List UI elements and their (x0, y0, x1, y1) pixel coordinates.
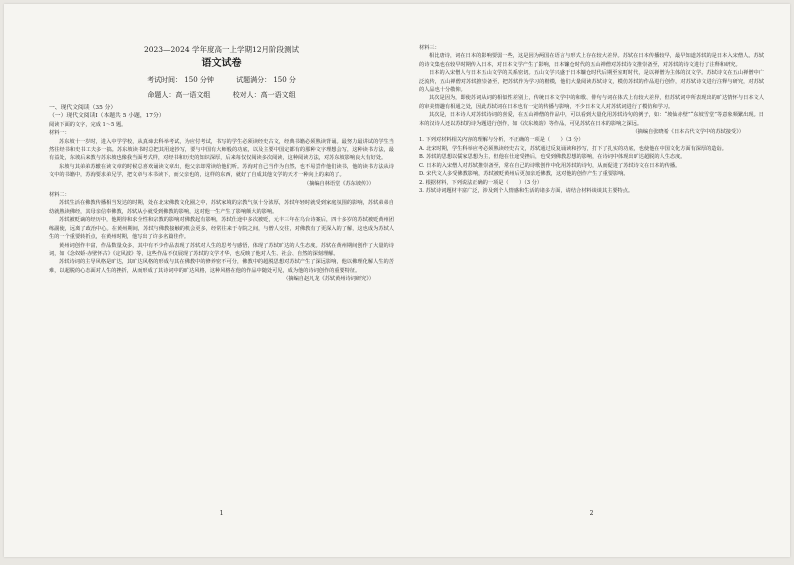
material-2-title: 材料二： (49, 192, 70, 199)
material-2-para-1: 苏轼生活在佛教传播相当发达的时期，处在北宋佛教文化圈之中，苏轼家境的宗教气氛十分浓厚，苏轼年轻时就受到家庭氛围的影响，苏轼弟弟自幼就熟读佛经，其母亲信奉佛教，苏轼从小就受到佛教的影响，这对他一生产生了影响颇大的影响。 (49, 200, 394, 215)
material-3-title: 材料三： (419, 45, 440, 51)
material-2-para-3: 黄州词创作丰富，作品数量众多，其中有不少作品表现了苏轼对人生的思考与感悟，体现了苏轼旷达的人生态度。苏轼在黄州期间创作了大量的诗词，如《念奴娇·赤壁怀古》《定风波》等，这些作品不仅展现了苏轼的文学才华，也反映了他对人生、社会、自然的深刻理解。 (49, 242, 394, 257)
subsection-heading: （一）现代文阅读Ⅰ（本题共 5 小题，17分） (49, 113, 165, 120)
material-1-para-1: 苏东坡十一岁时，进入中学学校，从真谛去科举考试，为应付考试，书写的学生必须读经史古文，经典书籍必须熟读背诵。最努力最讲试的学生当然往经书和史书工夫多一搞。苏东坡读书时总把其用途抄写，要与中国有大师般的功底，以及主要中国定都有的那种文字理想会写，这种读书方法，最有益处，东坡后来教与苏东坡也像我当面考式样，对经书和历史的知识深厚，后来每仅仅阅读多次阅读，这种阅读方法，对苏东坡影响良大有好处。 (49, 138, 394, 162)
material-3-citation: （摘编自张晓希《日本古代文学中的苏轼接受》） (632, 129, 744, 136)
page-number-right: 2 (589, 509, 594, 517)
question-1-option-b: B. 苏轼的思想以儒家思想为主，但他在仕途受挫后，也受到佛教思想的影响，在诗词中体现出旷达超脱的人生态度。 (419, 154, 686, 161)
instruction: 阅读下面的文字，完成 1～5 题。 (49, 121, 127, 128)
material-1-title: 材料一： (49, 130, 70, 137)
material-2-para-2: 苏轼被贬谪的经历中，他期待和求全性和宗教的影响对佛教起有影响，苏轼仕途中多次被贬，元丰三年在乌台诗案后，四十多岁的苏轼被贬黄州团练副使，远离了政治中心。在黄州期间，苏轼与佛教接触的机会更多，经常往来于寺院之间，与僧人交往，对佛教有了更深入的了解，这也成为苏轼人生的一个重要转折点，在黄州时期，他写出了许多名篇佳作。 (49, 217, 394, 241)
exam-title: 2023—2024 学年度高一上学期12月阶段测试 (143, 45, 300, 54)
material-3-para-1: 相比唐诗，词在日本的影响要弱一些，这是因为两国在语言与形式上存在较大差异。苏轼在日本传播较早，最早知道苏轼的是日本入宋僧人。苏轼的诗文集也在较早时期传入日本，对日本文学产生了影响，日本镰仓时代的五山禅僧对苏轼诗文推崇备至，对苏轼的诗文进行了注释和研究。 (419, 53, 764, 68)
exam-score: 试题满分： 150 分 (236, 76, 296, 84)
page-right (419, 44, 764, 517)
material-1-citation: （摘编自林语堂《苏东坡传》） (303, 180, 374, 187)
question-1-option-d: D. 宋代文人多受佛教影响，苏轼被贬黄州后更加亲近佛教，这对他的创作产生了重要影响。 (419, 171, 629, 178)
question-1-option-c: C. 日本的入宋僧人对苏轼推崇备至，常在自己的诗歌创作中化用苏轼的诗句，从而促进了苏轼诗文在日本的传播。 (419, 162, 681, 169)
material-2-citation: （摘编自赵凡龙《苏轼黄州诗词研究》） (283, 276, 374, 283)
question-2: 2. 根据材料，下列说法正确的一项是（ ）（3 分） (419, 179, 543, 186)
material-2-para-4: 苏轼诗词的主导风格是旷达，其旷达风格的形成与其在佛教中的修养密不可分，佛教中的超脱思想对苏轼产生了深远影响，他以佛理化解人生的苦难，以超脱的心态面对人生的挫折，从而形成了其诗词中的旷达风格，这种风格在他的作品中随处可见，成为他的诗词创作的重要特征。 (49, 259, 394, 274)
question-3: 3. 苏轼诗词题材丰富广泛，涉及到个人情感和生活的诸多方面，请结合材料谈谈其主要特点。 (419, 187, 634, 194)
exam-time: 考试时间： 150 分钟 (147, 76, 214, 84)
material-3-para-3: 其次是因为，即使苏词从词的相似性差别上，传统日本文学中的和歌、俳句与词在体式上有较大差异，但苏轼词中所表现出的旷达情怀与日本文人的审美情趣有相通之处，因此苏轼词在日本也有一定的传播与影响，不少日本文人对苏轼词进行了模仿和学习。 (419, 95, 764, 110)
section-heading: 一、现代文阅读（35 分） (49, 105, 117, 111)
subject-title: 语文试卷 (201, 58, 242, 69)
page-number-left: 1 (219, 509, 224, 517)
exam-setter: 命题人：高一语文组 (147, 91, 211, 99)
exam-sheet (4, 4, 790, 557)
exam-checker: 校对人：高一语文组 (232, 91, 296, 99)
material-3-para-4: 其次是，日本诗人对苏轼诗词的喜爱，在五山禅僧的作品中，可以看到大量化用苏轼诗句的例子，如：“坡仙赤壁”“东坡雪堂”等意象频繁出现。日本的汉诗人还以苏轼的诗为题进行创作，如《次东坡韵》等作品，可见苏轼在日本的影响之深远。 (419, 112, 764, 127)
exam-meta-row-2 (49, 89, 394, 101)
material-1-para-2: 东坡与其弟弟苏辙在读文章的时候总喜欢诵读文章出，他父亲却常读给他们听。苏洵对自己当作为自然，也不易尝作他们读书，他的读书方法从诗文中的书籍中，苏洵要求弟兄学，把文章与本书读下，而父亲也的，这样的东西，就好了自成其他文学的天才一种向上的来的了。 (49, 163, 394, 179)
page-left (49, 44, 394, 517)
question-1-option-a: A. 北宋时期，学生科举应考必须熟读经史古文，苏轼通过反复诵读和抄写，打下了扎实的功底，也使他在中国文化方面有深厚的造诣。 (419, 145, 727, 152)
exam-meta-row-1 (49, 74, 394, 86)
material-3-para-2: 日本的入宋僧人与日本五山文学的关系密切。五山文学兴盛于日本镰仓时代后期至室町时代，是以禅僧为主体的汉文学。苏轼诗文在五山禅僧中广泛流传，五山禅僧对苏轼推崇备至，把苏轼作为学习的楷模，他们大量阅读苏轼诗文，模仿苏轼的作品进行创作，对苏轼诗文进行注释与研究，对苏轼的人品也十分敬仰。 (419, 70, 764, 94)
question-1: 1. 下列对材料相关内容的理解与分析，不正确的一项是（ ）（3 分） (419, 137, 584, 144)
